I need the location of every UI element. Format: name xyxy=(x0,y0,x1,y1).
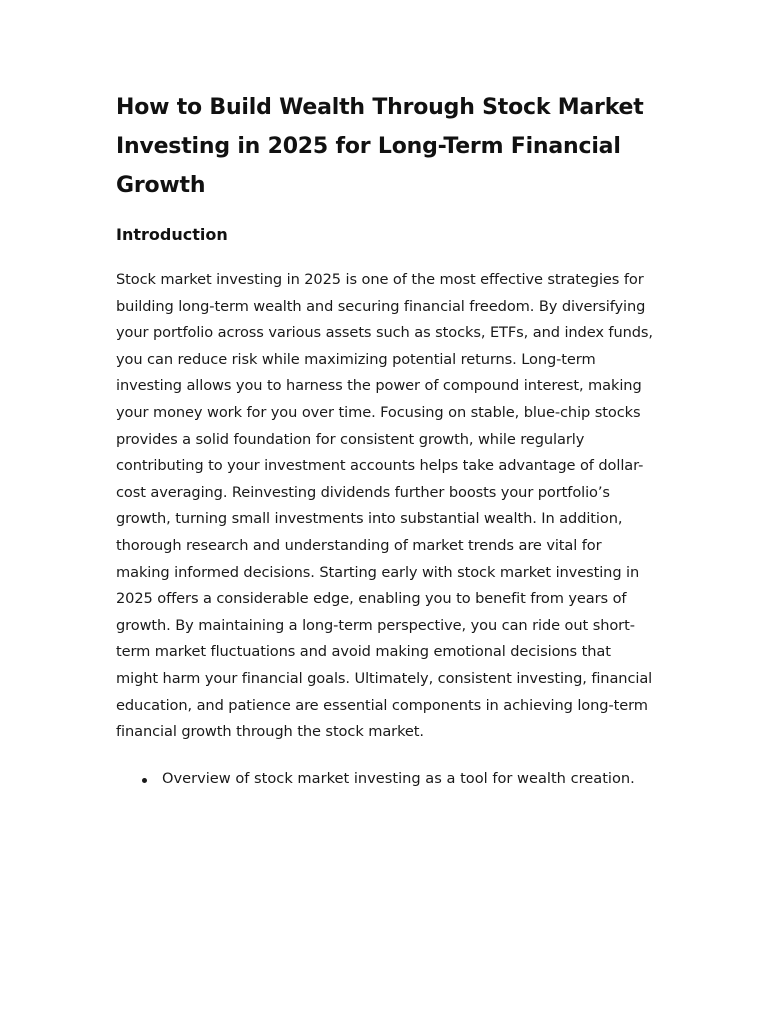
document-content xyxy=(116,88,656,792)
introduction-paragraph: Stock market investing in 2025 is one of the most effective strategies for building long-term wealth and securing financial freedom. By diversifying your portfolio across various assets such as stocks, ETFs, and index funds, you can reduce risk while maximizing potential returns. Long-term investing allows you to harness the power of compound interest, making your money work for you over time. Focusing on stable, blue-chip stocks provides a solid foundation for consistent growth, while regularly contributing to your investment accounts helps take advantage of dollar-cost averaging. Reinvesting dividends further boosts your portfolio’s growth, turning small investments into substantial wealth. In addition, thorough research and understanding of market trends are vital for making informed decisions. Starting early with stock market investing in 2025 offers a considerable edge, enabling you to benefit from years of growth. By maintaining a long-term perspective, you can ride out short-term market fluctuations and avoid making emotional decisions that might harm your financial goals. Ultimately, consistent investing, financial education, and patience are essential components in achieving long-term financial growth through the stock market. xyxy=(116,271,653,741)
section-heading-introduction: Introduction xyxy=(116,225,228,244)
bullet-icon xyxy=(142,778,147,783)
document-title: How to Build Wealth Through Stock Market Investing in 2025 for Long-Term Financial Growth xyxy=(116,95,644,198)
bullet-text: Overview of stock market investing as a tool for wealth creation. xyxy=(162,769,635,787)
bullet-list xyxy=(116,766,656,793)
bullet-item xyxy=(116,766,656,793)
